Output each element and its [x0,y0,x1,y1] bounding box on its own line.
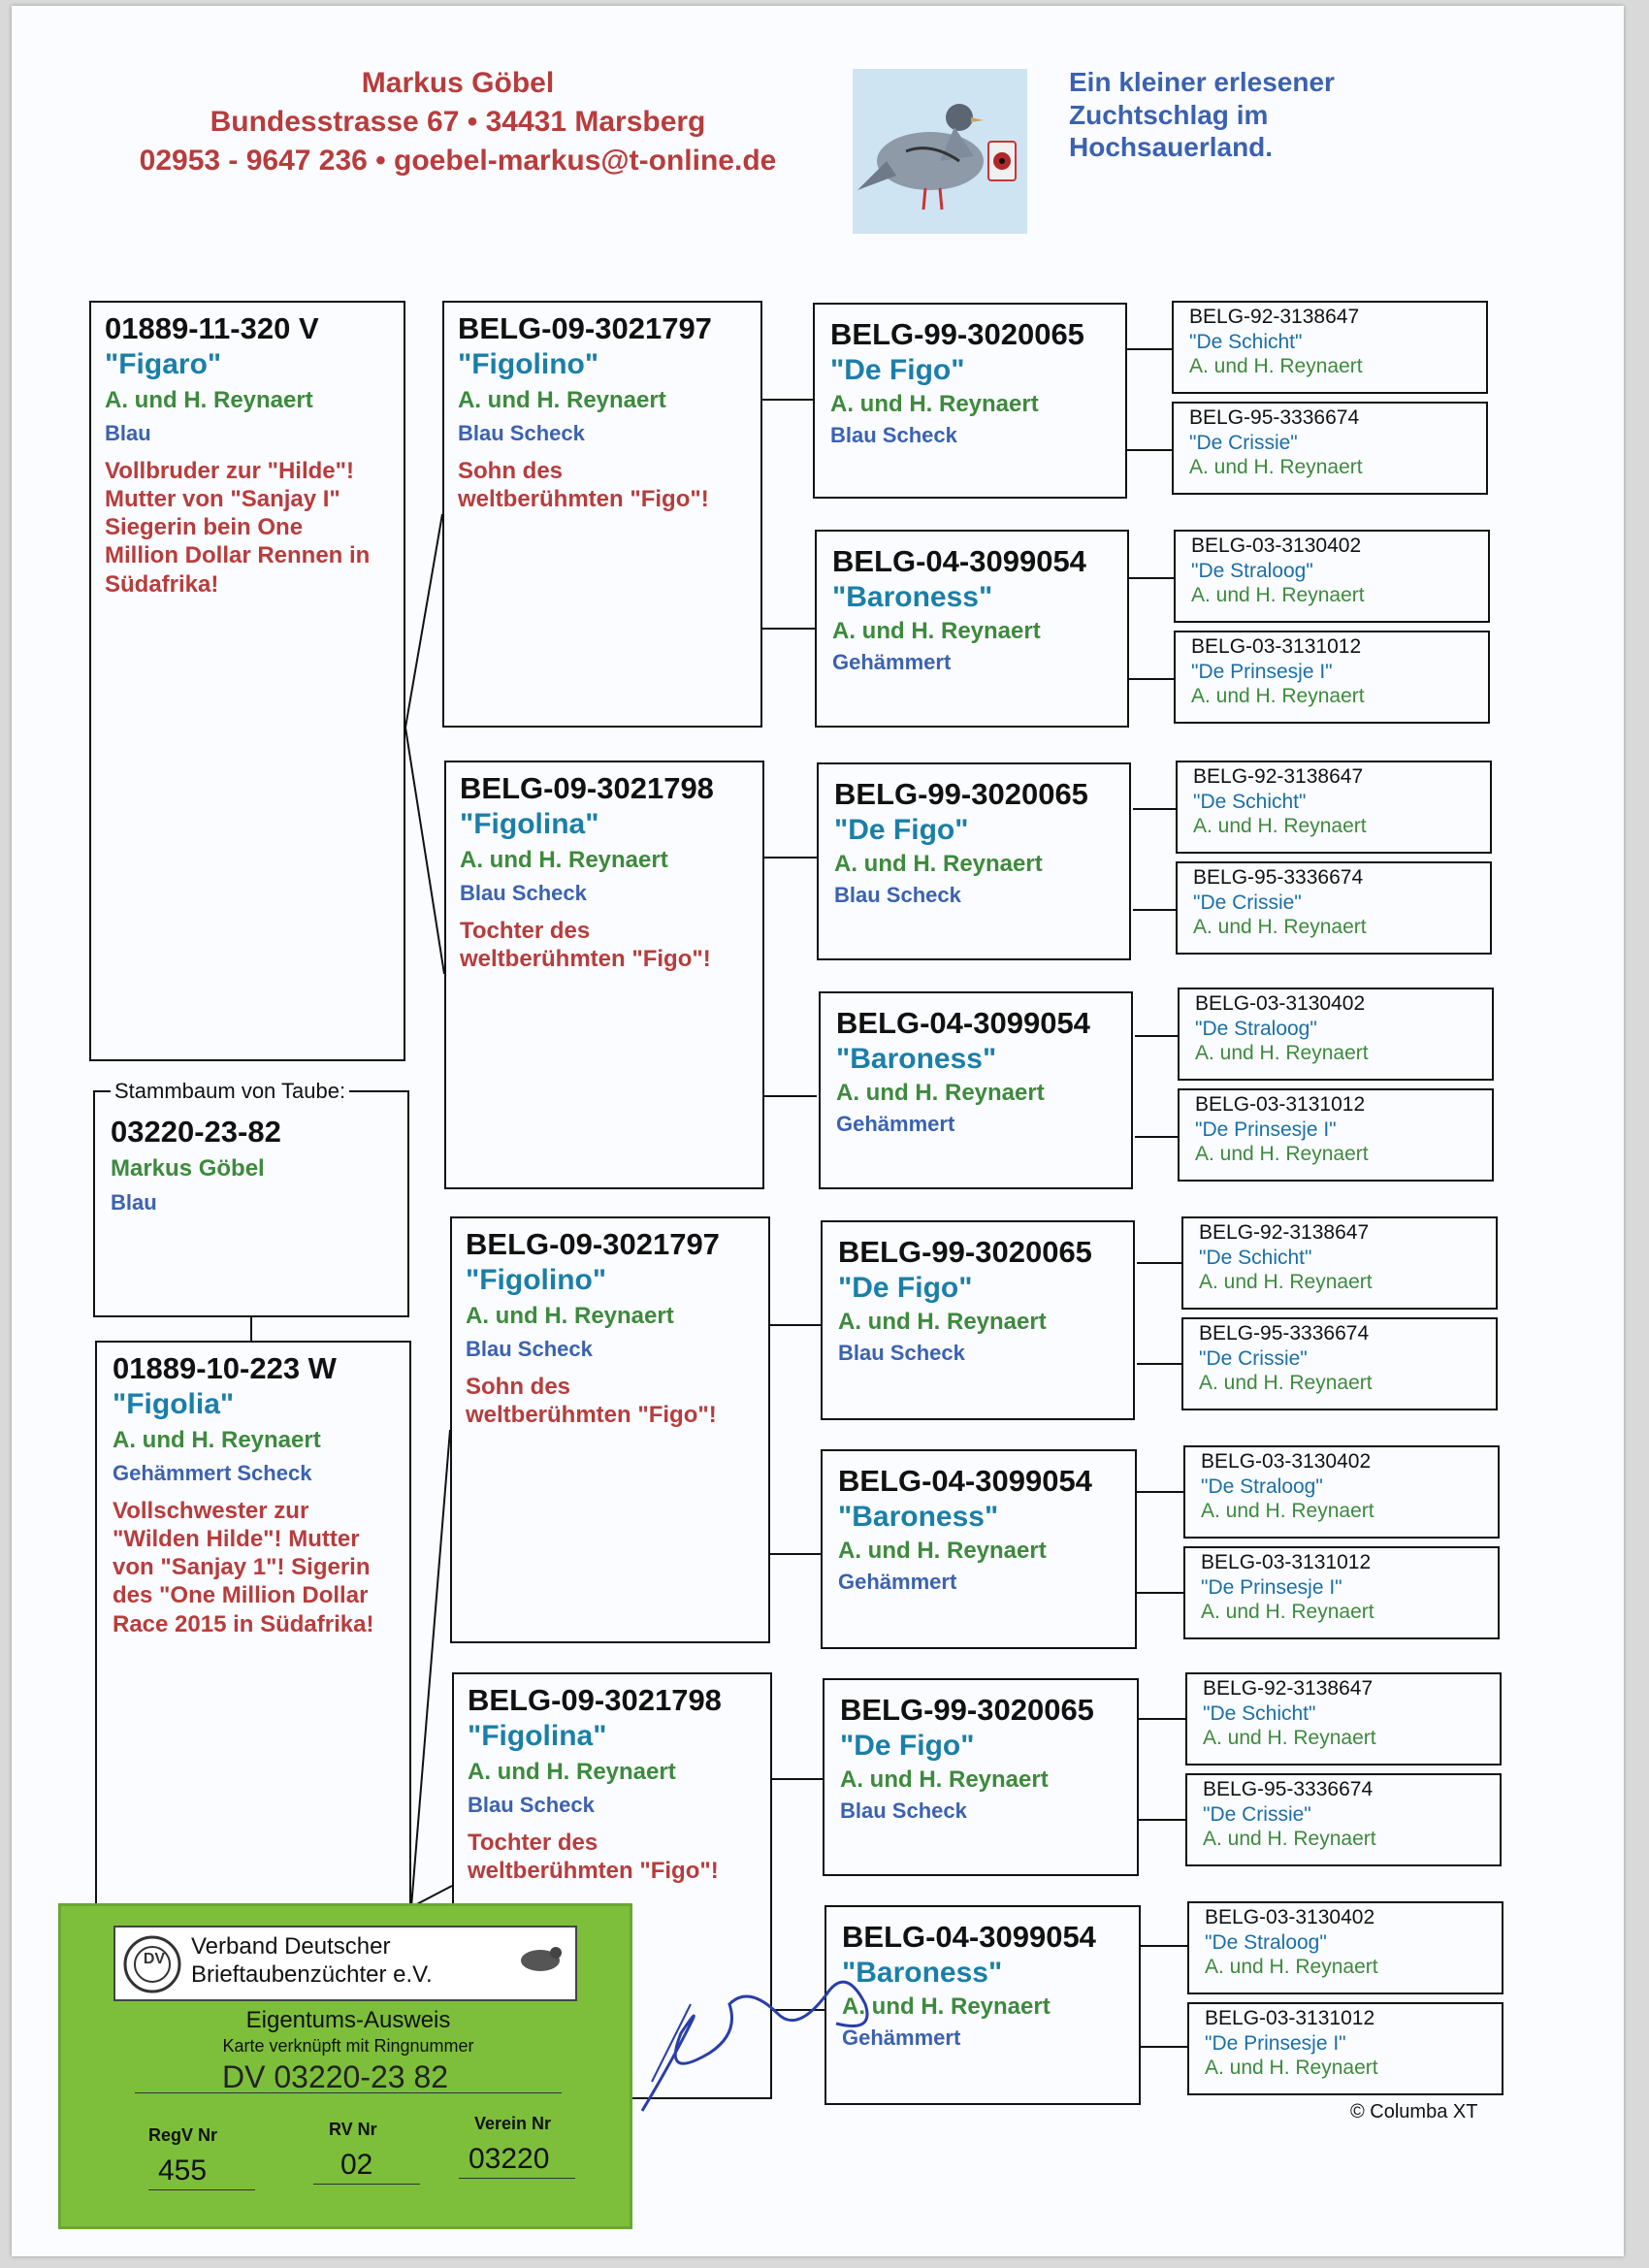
ring-number: BELG-09-3021798 [460,771,714,805]
signature-icon [632,1946,923,2130]
pigeon-breeder: A. und H. Reynaert [836,1080,1045,1107]
pigeon-color: Blau Scheck [830,422,957,447]
gen4-box [1183,1445,1500,1539]
pigeon-name: "De Crissie" [1189,431,1298,454]
ring-number: BELG-03-3130402 [1195,992,1366,1015]
pigeon-name: "De Figo" [834,813,969,846]
pigeon-breeder: A. und H. Reynaert [1205,2057,1378,2080]
pigeon-name: "Figolina" [468,1719,607,1752]
pigeon-breeder: A. und H. Reynaert [842,1993,1051,2021]
subject-color: Blau [111,1190,157,1215]
gen4-box [1183,1546,1500,1639]
ring-number: BELG-03-3130402 [1201,1450,1372,1473]
ring-number: BELG-99-3020065 [840,1693,1094,1727]
gen4-box [1178,1088,1494,1182]
pigeon-breeder: A. und H. Reynaert [1199,1372,1373,1395]
pigeon-breeder: A. und H. Reynaert [840,1766,1049,1794]
ring-number: BELG-95-3336674 [1193,866,1364,889]
ring-number: BELG-04-3099054 [838,1464,1092,1498]
ring-number: BELG-95-3336674 [1189,406,1360,429]
slogan-line: Hochsauerland. [1069,132,1274,163]
ring-number: BELG-04-3099054 [836,1006,1090,1040]
ring-number: BELG-92-3138647 [1203,1677,1374,1700]
verein-value: 03220 [469,2143,550,2175]
gen4-box [1172,402,1488,495]
ring-number: BELG-09-3021797 [466,1227,720,1261]
pigeon-breeder: A. und H. Reynaert [1195,1042,1369,1065]
pigeon-color: Blau Scheck [466,1336,593,1361]
subject-ring: 03220-23-82 [111,1115,281,1149]
ring-number: BELG-09-3021798 [468,1683,722,1717]
ring-number: BELG-04-3099054 [832,544,1086,578]
gen4-box [1185,1773,1502,1866]
pigeon-breeder: A. und H. Reynaert [1201,1500,1374,1523]
copyright: © Columba XT [1350,2101,1478,2122]
great-grandparent-box [819,991,1133,1189]
regv-value: 455 [158,2155,208,2187]
card-subtitle: Karte verknüpft mit Ringnummer [222,2036,474,2056]
ring-number: BELG-04-3099054 [842,1920,1096,1954]
pigeon-name: "De Prinsesje I" [1201,1575,1342,1599]
card-title: Eigentums-Ausweis [245,2007,451,2033]
ring-number: BELG-03-3131012 [1201,1551,1372,1573]
rv-label: RV Nr [329,2120,377,2139]
mother-name: "Figolia" [113,1387,235,1420]
great-grandparent-box [823,1678,1139,1876]
pigeon-name: "De Crissie" [1203,1802,1311,1826]
pigeon-name: "Baroness" [832,580,993,613]
pigeon-breeder: A. und H. Reynaert [834,851,1043,878]
card-underline [313,2184,420,2185]
great-grandparent-box [815,530,1129,728]
mother-ring: 01889-10-223 W [113,1351,337,1385]
gen4-box [1187,1901,1504,1994]
gen4-box [1176,761,1492,854]
great-grandparent-box [821,1220,1135,1420]
ownership-card [58,1903,632,2229]
pigeon-breeder: A. und H. Reynaert [1191,685,1365,708]
pigeon-name: "De Straloog" [1205,1930,1327,1954]
pigeon-note: Sohn des weltberühmten "Figo"! [458,457,709,512]
pigeon-name: "De Figo" [840,1729,975,1762]
ring-number: BELG-95-3336674 [1199,1322,1370,1345]
pigeon-color: Gehämmert [832,649,952,674]
pigeon-breeder: A. und H. Reynaert [460,847,668,874]
pigeon-breeder: A. und H. Reynaert [1199,1271,1373,1294]
pigeon-name: "De Prinsesje I" [1191,660,1333,683]
gen4-box [1185,1672,1502,1766]
breeder-address: Bundesstrasse 67 • 34431 Marsberg [210,105,706,138]
ring-number: BELG-09-3021797 [458,311,712,345]
pigeon-breeder: A. und H. Reynaert [838,1538,1047,1565]
pigeon-breeder: A. und H. Reynaert [466,1303,674,1330]
pigeon-name: "Baroness" [836,1042,997,1075]
pigeon-name: "De Straloog" [1201,1474,1323,1498]
gen4-box [1181,1317,1498,1410]
pigeon-name: "De Straloog" [1191,559,1313,582]
father-ring: 01889-11-320 V [105,311,319,345]
dv-logo-text: DV [143,1951,166,1967]
father-note: Vollbruder zur "Hilde"! Mutter von "Sanjay I" Siegerin bein One Million Dollar Rennen in Südafrika! [105,457,371,598]
pigeon-color: Blau Scheck [468,1792,595,1817]
gen4-box [1174,530,1490,623]
ring-number: BELG-99-3020065 [830,317,1084,351]
ring-number: BELG-03-3130402 [1205,1906,1375,1928]
pigeon-breeder: A. und H. Reynaert [1193,815,1367,838]
pigeon-color: Gehämmert [842,2025,961,2050]
card-org: Verband Deutscher Brieftaubenzüchter e.V. [191,1933,433,1988]
ring-number: BELG-92-3138647 [1199,1221,1370,1244]
pigeon-name: "Baroness" [838,1500,999,1533]
pigeon-color: Blau Scheck [458,420,585,445]
pigeon-breeder: A. und H. Reynaert [1189,355,1363,378]
pigeon-note: Tochter des weltberühmten "Figo"! [468,1829,719,1884]
pigeon-breeder: A. und H. Reynaert [1205,1956,1378,1979]
father-name: "Figaro" [105,347,222,380]
breeder-name: Markus Göbel [361,67,555,99]
pigeon-color: Blau Scheck [834,882,961,907]
pigeon-breeder: A. und H. Reynaert [1191,584,1365,607]
card-ring: DV 03220-23 82 [222,2059,449,2094]
pigeon-name: "De Schicht" [1203,1701,1316,1725]
pigeon-name: "De Straloog" [1195,1017,1317,1040]
pigeon-note: Sohn des weltberühmten "Figo"! [466,1373,717,1428]
pigeon-breeder: A. und H. Reynaert [1203,1727,1376,1750]
pigeon-name: "De Prinsesje I" [1195,1118,1337,1141]
pigeon-breeder: A. und H. Reynaert [1193,916,1367,939]
mother-note: Vollschwester zur "Wilden Hilde"! Mutter von "Sanjay 1"! Sigerin des "One Million Dollar Race 2015 in Südafrika! [113,1497,374,1637]
slogan-line: Zuchtschlag im [1069,99,1269,130]
ring-number: BELG-03-3131012 [1205,2007,1375,2029]
gen4-box [1181,1216,1498,1310]
pigeon-breeder: A. und H. Reynaert [830,391,1039,418]
pigeon-breeder: A. und H. Reynaert [1201,1601,1374,1624]
pigeon-name: "De Schicht" [1189,330,1303,353]
regv-label: RegV Nr [148,2125,218,2145]
pigeon-breeder: A. und H. Reynaert [838,1309,1047,1336]
slogan-line: Ein kleiner erlesener [1069,67,1335,97]
father-breeder: A. und H. Reynaert [105,387,313,414]
pigeon-name: "De Crissie" [1199,1346,1308,1370]
card-banner [113,1926,577,2001]
pigeon-note: Tochter des weltberühmten "Figo"! [460,917,711,972]
pigeon-name: "Baroness" [842,1956,1003,1989]
pigeon-name: "De Prinsesje I" [1205,2031,1346,2055]
subject-label: Stammbaum von Taube: [111,1079,349,1105]
verein-label: Verein Nr [474,2114,552,2133]
ring-number: BELG-99-3020065 [834,777,1088,811]
pigeon-color: Blau Scheck [840,1798,967,1823]
pigeon-name: "De Figo" [830,353,965,386]
pigeon-color: Gehämmert [836,1111,955,1136]
breeder-contact: 02953 - 9647 236 • goebel-markus@t-online.de [139,144,777,177]
pigeon-name: "Figolino" [458,347,599,380]
gen4-box [1174,631,1490,724]
card-underline [459,2178,575,2179]
pigeon-color: Blau Scheck [460,880,587,905]
ring-number: BELG-03-3130402 [1191,535,1362,557]
mother-breeder: A. und H. Reynaert [113,1427,321,1454]
rv-value: 02 [340,2149,373,2181]
pigeon-icon [513,1939,567,1978]
ring-number: BELG-03-3131012 [1195,1093,1366,1116]
father-color: Blau [105,420,151,445]
pigeon-name: "De Schicht" [1193,790,1307,813]
pigeon-breeder: A. und H. Reynaert [1203,1828,1376,1851]
card-underline [148,2189,255,2190]
gen4-box [1172,301,1488,394]
pedigree-sheet [12,6,1624,2256]
pigeon-breeder: A. und H. Reynaert [1195,1143,1369,1166]
pigeon-color: Blau Scheck [838,1340,965,1365]
great-grandparent-box [813,303,1127,499]
ring-number: BELG-95-3336674 [1203,1778,1374,1800]
pigeon-name: "De Figo" [838,1271,973,1304]
pigeon-name: "De Schicht" [1199,1246,1312,1269]
mother-color: Gehämmert Scheck [113,1460,312,1485]
ring-number: BELG-03-3131012 [1191,635,1362,658]
great-grandparent-box [821,1449,1137,1649]
pigeon-breeder: A. und H. Reynaert [458,387,666,414]
gen4-box [1176,861,1492,955]
subject-breeder: Markus Göbel [111,1154,265,1182]
pigeon-breeder: A. und H. Reynaert [1189,456,1363,479]
pigeon-name: "Figolino" [466,1263,607,1296]
pigeon-breeder: A. und H. Reynaert [832,618,1041,645]
gen4-box [1178,988,1494,1081]
ring-number: BELG-99-3020065 [838,1235,1092,1269]
great-grandparent-box [817,762,1131,960]
pigeon-name: "Figolina" [460,807,599,840]
ring-number: BELG-92-3138647 [1193,765,1364,788]
pigeon-breeder: A. und H. Reynaert [468,1759,676,1786]
pigeon-name: "De Crissie" [1193,891,1302,914]
pigeon-color: Gehämmert [838,1569,957,1594]
ring-number: BELG-92-3138647 [1189,306,1360,328]
gen4-box [1187,2002,1504,2095]
